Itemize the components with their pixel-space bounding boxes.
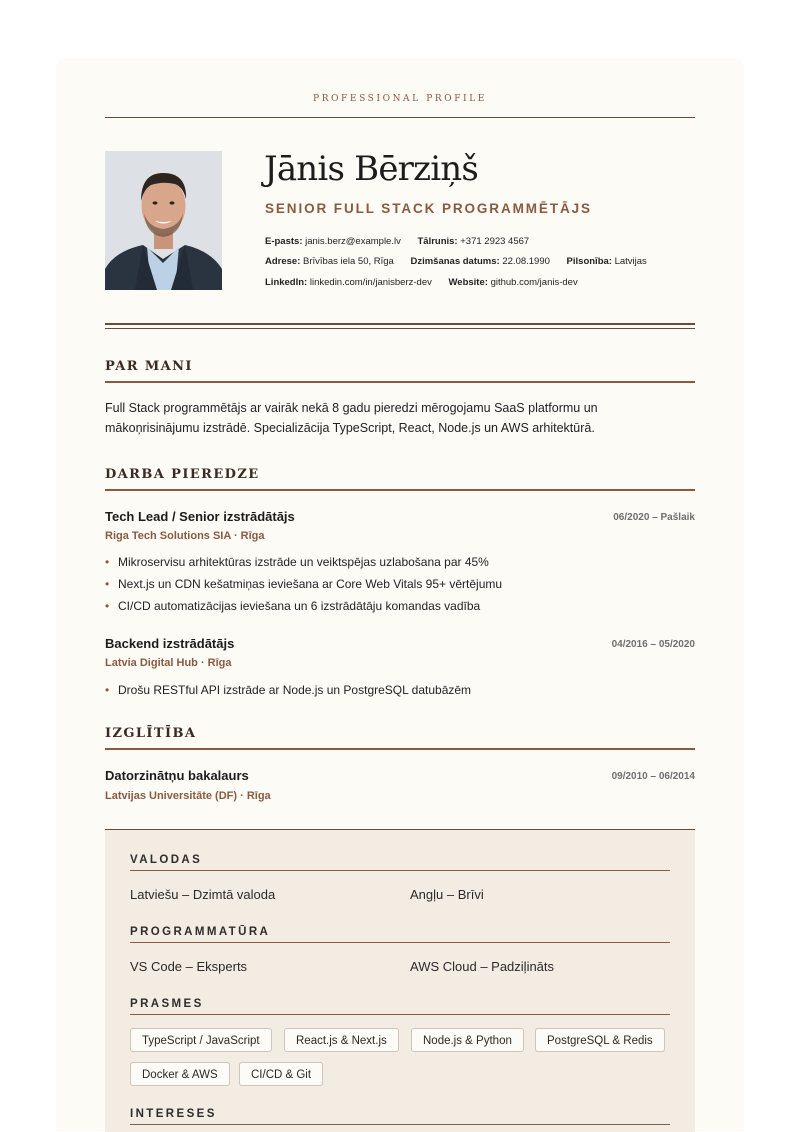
bullet-dot-icon: •: [105, 555, 110, 569]
header-double-divider: [105, 323, 695, 329]
section-title-experience: DARBA PIEREDZE: [105, 467, 695, 491]
job-bullet: [105, 577, 502, 591]
profile-label: PROFESSIONAL PROFILE: [313, 94, 487, 104]
top-divider: [105, 117, 695, 118]
panel-title-skills: PRASMES: [130, 998, 670, 1015]
citizenship-label: Pilsonība:: [566, 256, 612, 267]
section-title-about: PAR MANI: [105, 359, 695, 383]
email-value: janis.berz@example.lv: [305, 236, 401, 247]
language-item: Angļu – Brīvi: [410, 887, 484, 902]
job-organization: Riga Tech Solutions SIA · Rīga: [105, 530, 265, 542]
job-bullet: [105, 555, 489, 569]
panel-title-interests: INTERESES: [130, 1108, 670, 1125]
contact-line-3: [265, 277, 578, 288]
degree-title: Datorzinātņu bakalaurs: [105, 768, 249, 783]
bullet-text: CI/CD automatizācijas ieviešana un 6 izstrādātāju komandas vadība: [118, 599, 481, 613]
website-label: Website:: [448, 277, 488, 288]
job-dates: 04/2016 – 05/2020: [611, 639, 695, 650]
dob-value: 22.08.1990: [502, 256, 550, 267]
software-item: AWS Cloud – Padziļināts: [410, 959, 555, 974]
job-bullet: [105, 683, 471, 697]
job-title: Backend izstrādātājs: [105, 636, 235, 651]
panel-title-languages: VALODAS: [130, 854, 670, 871]
website-link[interactable]: github.com/janis-dev: [490, 277, 578, 288]
about-text: [105, 398, 665, 438]
contact-line-2: [265, 256, 647, 267]
linkedin-label: LinkedIn:: [265, 277, 308, 288]
skill-tag: CI/CD & Git: [239, 1062, 323, 1086]
profile-photo: [105, 151, 222, 290]
language-item: Latviešu – Dzimtā valoda: [130, 887, 276, 902]
section-title-education: IZGLĪTĪBA: [105, 726, 695, 750]
bullet-dot-icon: •: [105, 599, 110, 613]
about-line-2: mākoņrisinājumu izstrādē. Specializācija TypeScript, React, Node.js un AWS arhitektūrā.: [105, 421, 595, 435]
panel-title-software: PROGRAMMATŪRA: [130, 926, 670, 943]
software-item: VS Code – Eksperts: [130, 959, 248, 974]
dob-label: Dzimšanas datums:: [410, 256, 500, 267]
bullet-text: Next.js un CDN kešatmiņas ieviešana ar Core Web Vitals 95+ vērtējumu: [118, 577, 503, 591]
job-organization: Latvia Digital Hub · Rīga: [105, 657, 232, 669]
address-label: Adrese:: [265, 256, 301, 267]
bullet-dot-icon: •: [105, 683, 110, 697]
school-name: Latvijas Universitāte (DF) · Rīga: [105, 790, 271, 802]
resume-page: [56, 58, 744, 1131]
bullet-text: Mikroservisu arhitektūras izstrāde un veiktspējas uzlabošana par 45%: [118, 555, 489, 569]
email-label: E-pasts:: [265, 236, 303, 247]
phone-value: +371 2923 4567: [460, 236, 530, 247]
skills-panel: [105, 829, 695, 1132]
about-line-1: Full Stack programmētājs ar vairāk nekā 8 gadu pieredzi mērogojamu SaaS platformu un: [105, 401, 598, 415]
bullet-text: Drošu RESTful API izstrāde ar Node.js un PostgreSQL datubāzēm: [118, 683, 472, 697]
person-portrait-icon: [105, 151, 222, 290]
address-value: Brīvības iela 50, Rīga: [303, 256, 394, 267]
job-role: SENIOR FULL STACK PROGRAMMĒTĀJS: [265, 201, 592, 216]
skill-tag: TypeScript / JavaScript: [130, 1028, 272, 1052]
phone-label: Tālrunis:: [417, 236, 458, 247]
job-bullet: [105, 599, 480, 613]
bullet-dot-icon: •: [105, 577, 110, 591]
skill-tag: Docker & AWS: [130, 1062, 230, 1086]
citizenship-value: Latvijas: [614, 256, 647, 267]
education-dates: 09/2010 – 06/2014: [611, 771, 695, 782]
contact-line-1: [265, 236, 529, 247]
skill-tag: Node.js & Python: [411, 1028, 524, 1052]
skill-tag: React.js & Next.js: [284, 1028, 399, 1052]
skill-tag: PostgreSQL & Redis: [535, 1028, 665, 1052]
full-name: Jānis Bērziņš: [264, 149, 479, 189]
job-title: Tech Lead / Senior izstrādātājs: [105, 509, 295, 524]
job-dates: 06/2020 – Pašlaik: [613, 512, 695, 523]
linkedin-link[interactable]: linkedin.com/in/janisberz-dev: [309, 277, 432, 288]
